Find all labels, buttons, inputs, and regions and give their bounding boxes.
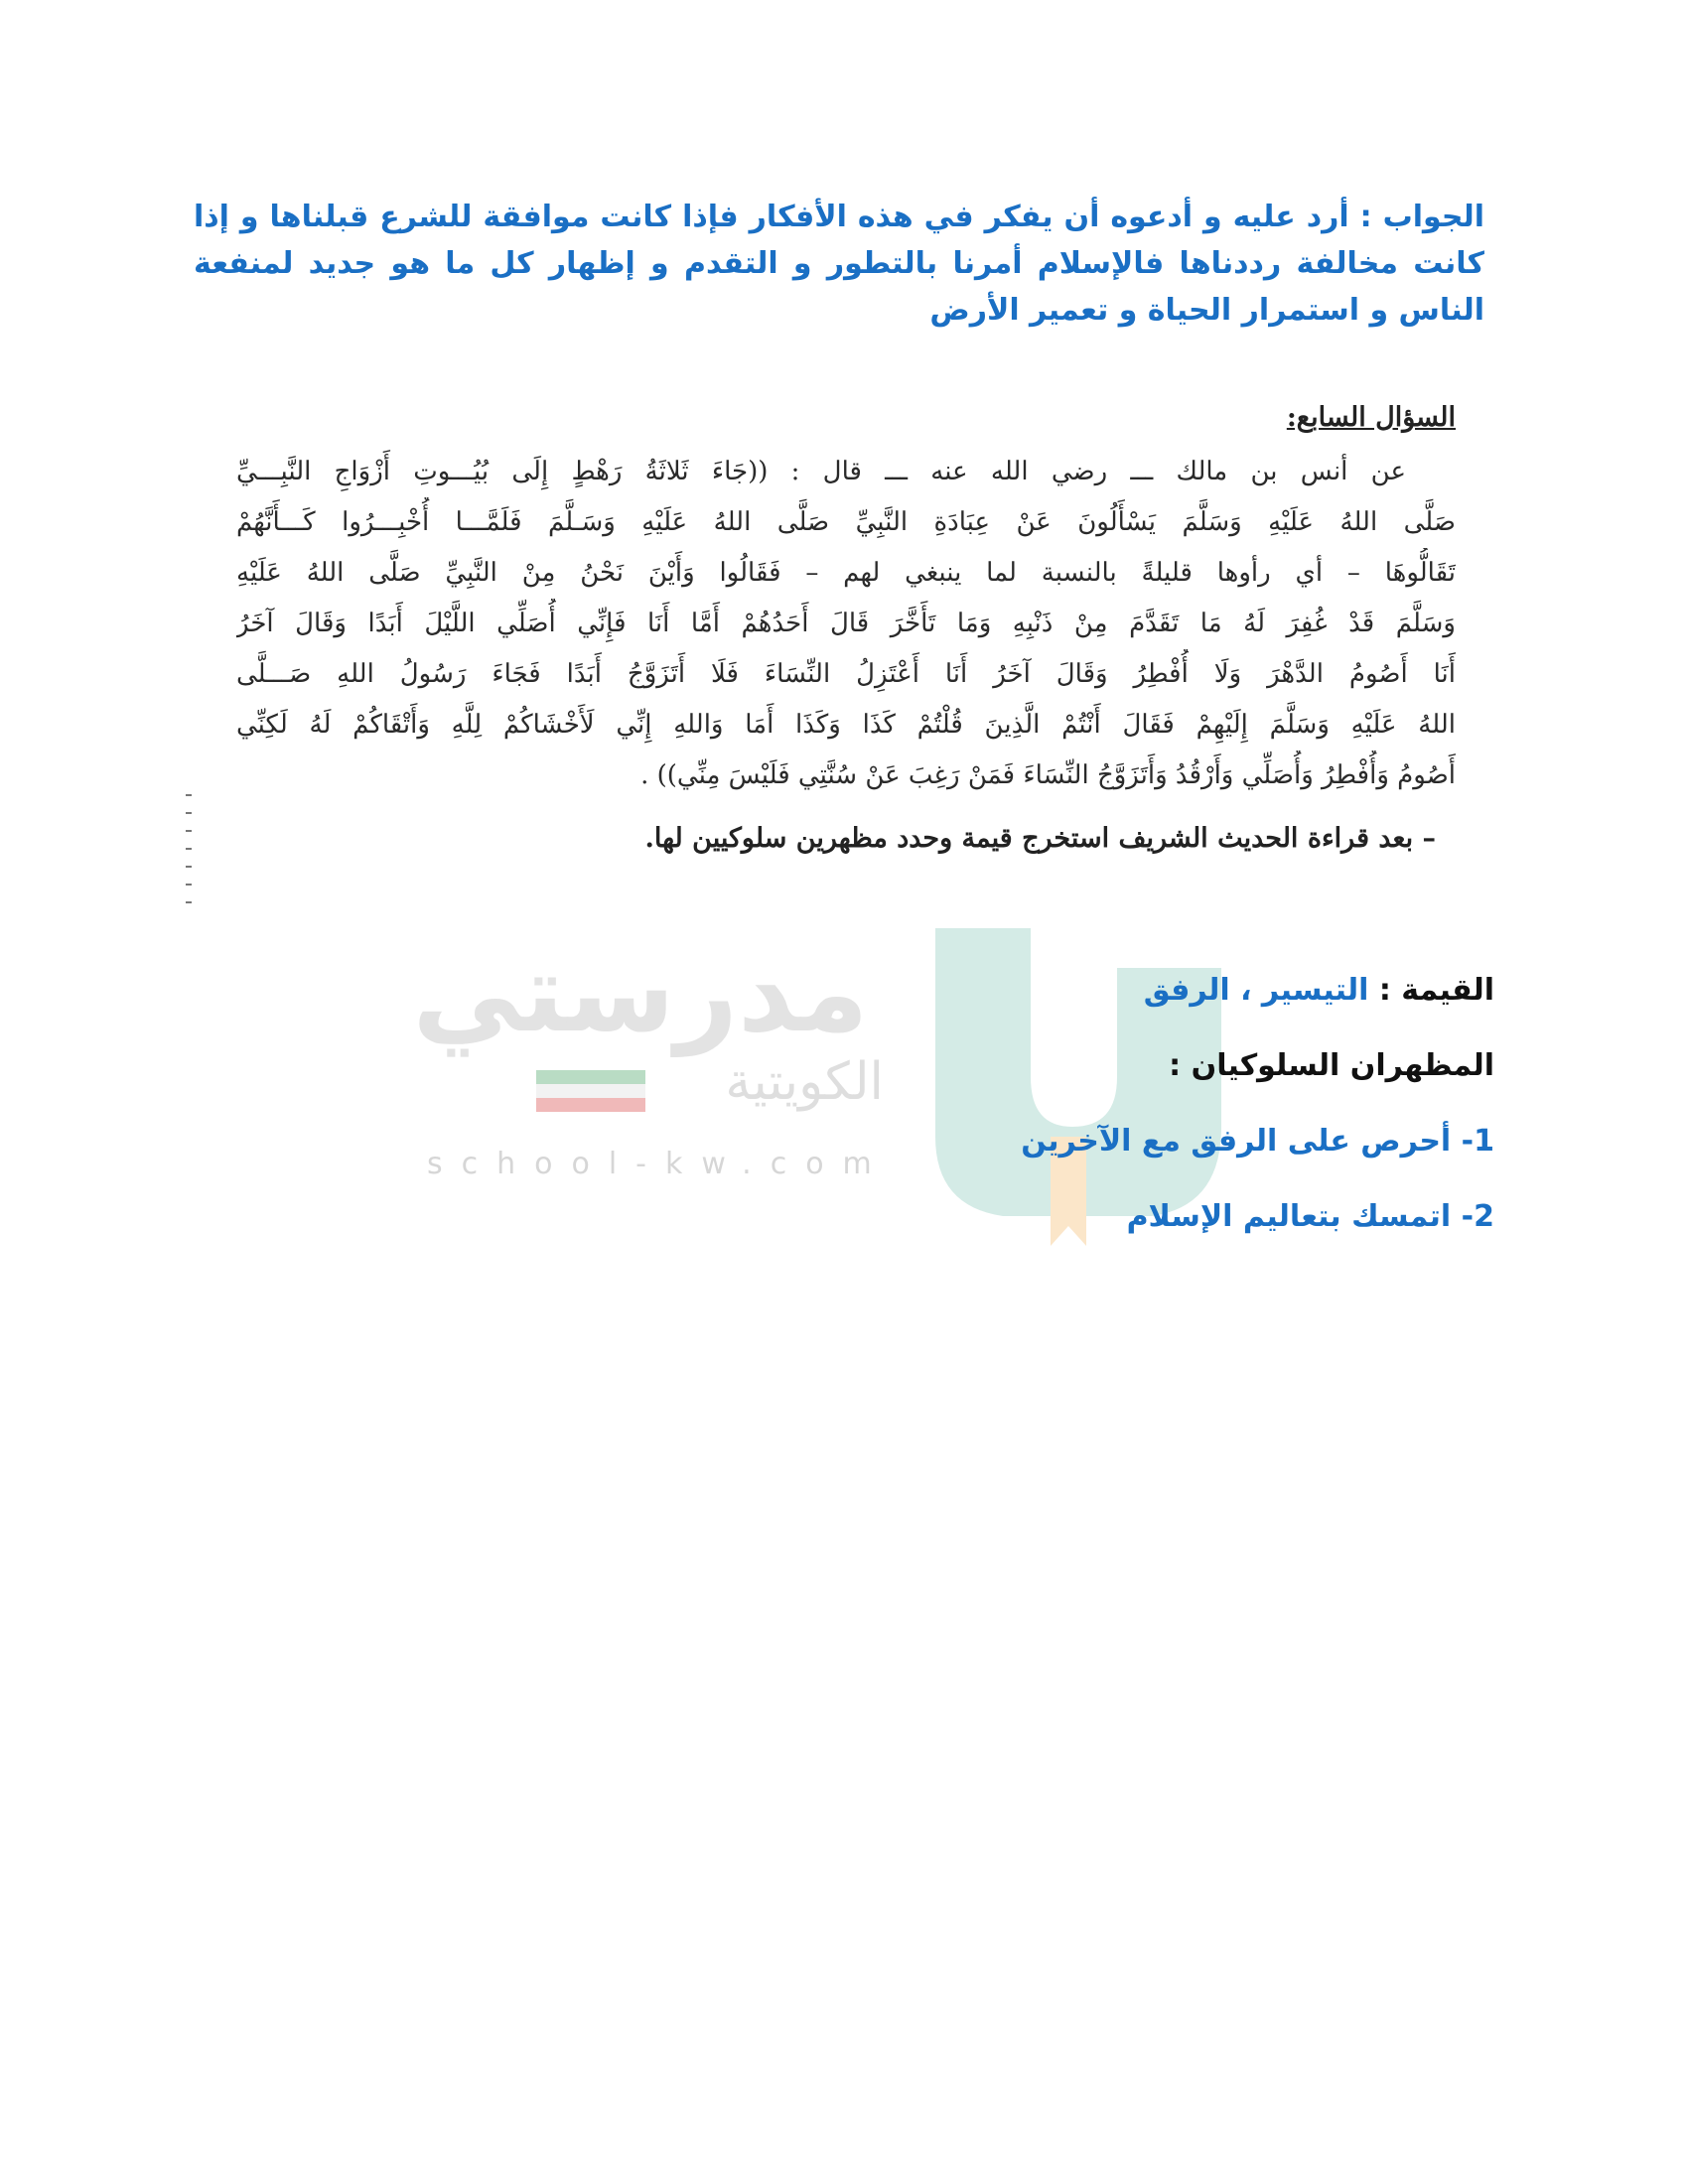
hadith-line: أَنَا أَصُومُ الدَّهْرَ وَلَا أُفْطِرُ وَقَالَ آخَرُ أَنَا أَعْتَزِلُ النِّسَاءَ فَلَا أَتَزَوَّجُ أَبَدًا فَجَاءَ رَسُولُ اللهِ صَـــلَّى [236, 659, 1456, 689]
question-instruction: – بعد قراءة الحديث الشريف استخرج قيمة وحدد مظهرين سلوكيين لها. [644, 823, 1436, 854]
hadith-text [236, 447, 1456, 801]
answer-paragraph: الجواب : أرد عليه و أدعوه أن يفكر في هذه الأفكار فإذا كانت موافقة للشرع قبلناها و إذا كانت مخالفة رددناها فالإسلام أمرنا بالتطور و التقدم و إظهار كل ما هو جديد لمنفعة الناس و استمرار الحياة و تعمير الأرض [194, 200, 1484, 328]
question-title: السؤال السابع: [1286, 402, 1456, 433]
watermark-subtitle: الكويتية [725, 1052, 884, 1112]
behavior-text: أحرص على الرفق مع الآخرين [1021, 1124, 1452, 1159]
hadith-line: أَصُومُ وَأُفْطِرُ وَأُصَلِّي وَأَرْقُدُ وَأَتَزَوَّجُ النِّسَاءَ فَمَنْ رَغِبَ عَنْ سُنَّتِي فَلَيْسَ مِنِّي)) . [640, 760, 1456, 790]
margin-marks [182, 794, 196, 933]
watermark-title: مدرستي [412, 929, 869, 1056]
value-text: التيسير ، الرفق [1143, 973, 1369, 1008]
watermark-url: school-kw.com [427, 1147, 891, 1181]
answer-section [601, 968, 1494, 1270]
behaviors-label: المظهران السلوكيان : [1169, 1048, 1494, 1083]
hadith-line: عن أنس بن مالك ـــ رضي الله عنه ـــ قال : ((جَاءَ ثَلاثَةُ رَهْطٍ إِلَى بُيُـــوتِ أَزْوَاجِ النَّبِـــيِّ [236, 457, 1406, 486]
behaviors-heading-row [601, 1043, 1494, 1119]
behavior-item [601, 1194, 1494, 1270]
behavior-number: 2- [1461, 1199, 1494, 1234]
behavior-item [601, 1119, 1494, 1194]
hadith-line: اللهُ عَلَيْهِ وَسَلَّمَ إِلَيْهِمْ فَقَالَ أَنْتُمْ الَّذِينَ قُلْتُمْ كَذَا وَكَذَا أَمَا وَاللهِ إِنِّي لَأَخْشَاكُمْ لِلَّهِ وَأَتْقَاكُمْ لَهُ لَكِنِّي [236, 710, 1456, 740]
hadith-line: صَلَّى اللهُ عَلَيْهِ وَسَلَّمَ يَسْأَلُونَ عَنْ عِبَادَةِ النَّبِيِّ صَلَّى اللهُ عَلَيْهِ وَسَـلَّمَ فَلَمَّـــا أُخْبِـــرُوا كَـــأَنَّهُمْ [236, 507, 1456, 537]
behavior-text: اتمسك بتعاليم الإسلام [1126, 1199, 1452, 1234]
behavior-number: 1- [1461, 1124, 1494, 1159]
hadith-line: تَقَالُّوهَا – أي رأوها قليلةً بالنسبة لما ينبغي لهم – فَقَالُوا وَأَيْنَ نَحْنُ مِنْ النَّبِيِّ صَلَّى اللهُ عَلَيْهِ [236, 558, 1456, 588]
scanned-question [236, 402, 1456, 928]
value-row [601, 968, 1494, 1043]
value-label: القيمة : [1378, 973, 1494, 1008]
hadith-line: وَسَلَّمَ قَدْ غُفِرَ لَهُ مَا تَقَدَّمَ مِنْ ذَنْبِهِ وَمَا تَأَخَّرَ قَالَ أَحَدُهُمْ أَمَّا أَنَا فَإِنِّي أُصَلِّي اللَّيْلَ أَبَدًا وَقَالَ آخَرُ [236, 609, 1456, 638]
